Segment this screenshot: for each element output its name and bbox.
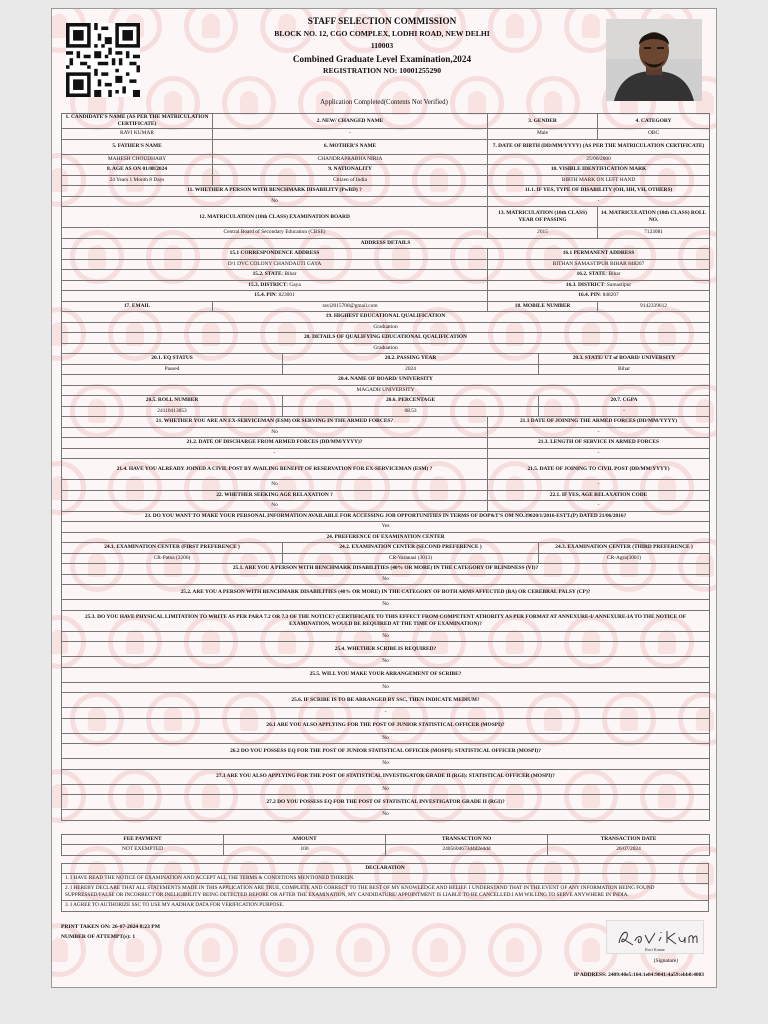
mother-name-label: 6. MOTHER'S NAME	[213, 139, 488, 154]
centre-first-value: CR-Patna (3206)	[62, 553, 283, 564]
correspondence-address-value: D/1 DVC COLONY CHANDAUTI GAYA	[62, 259, 488, 270]
fee-payment-value: NOT EXEMPTED	[62, 845, 224, 856]
form-header	[52, 9, 716, 95]
own-scribe-question: 25.5. WILL YOU MAKE YOUR ARRANGEMENT OF SCRIBE?	[62, 667, 710, 682]
roll-number-label: 20.5. ROLL NUMBER	[62, 396, 283, 407]
permanent-district: 16.3. DISTRICT: Samastipur	[488, 280, 710, 291]
age-value: 24 Years 1 Month 8 Days	[62, 175, 213, 186]
si-apply-question: 27.1 ARE YOU ALSO APPLYING FOR THE POST OF STATISTICAL INVESTIGATOR GRADE II (RGI): STATISTICAL OFFICER (MOSPI)?	[62, 769, 710, 784]
si-apply-answer: No	[62, 784, 710, 795]
disability-type-value: -	[488, 196, 710, 207]
board-state-value: Bihar	[539, 364, 710, 375]
mobile-label: 18. MOBILE NUMBER	[488, 301, 598, 312]
matric-board-value: Central Board of Secondary Education (CBSE)	[62, 228, 488, 239]
email-value: ravi2015708@gmail.com	[213, 301, 488, 312]
matric-year-label: 13. MATRICULATION (10th CLASS) YEAR OF PASSING	[488, 207, 598, 228]
jso-eq-answer: No	[62, 759, 710, 770]
candidate-name-value: RAVI KUMAR	[62, 129, 213, 140]
highest-qualification-label: 19. HIGHEST EDUCATIONAL QUALIFICATION	[62, 312, 710, 323]
correspondence-state: 15.2. STATE: Bihar	[62, 270, 488, 281]
transaction-date-value: 26/07/2024	[548, 845, 710, 856]
age-relaxation-value: No	[62, 501, 488, 512]
fee-payment-label: FEE PAYMENT	[62, 834, 224, 845]
nationality-label: 9. NATIONALITY	[213, 165, 488, 176]
form-footer	[52, 920, 716, 976]
ex-serviceman-label: 21. WHETHER YOU ARE AN EX-SERVICEMAN (ESM) OR SERVING IN THE ARMED FORCES?	[62, 417, 488, 428]
declaration-title: DECLARATION	[62, 863, 709, 873]
nationality-value: Citizen of India	[213, 175, 488, 186]
gender-label: 3. GENDER	[488, 114, 598, 129]
transaction-no-value: 240560d673d4d2eddd	[386, 845, 548, 856]
declaration-item-2: 2. I HEREBY DECLARE THAT ALL STATEMENTS MADE IN THIS APPLICATION ARE TRUE, COMPLETE AND CORRECT TO THE BEST OF MY KNOWLEDGE AND BELIEF. I UNDERSTAND THAT IN THE EVENT OF ANY INFORMATION BEING FOUND SUPPRESSED/FALSE OR INCORRECT OR INELIGIBILITY BEING DETECTED BEFORE OR AFTER THE EXAMINATION, MY CANDIDATURE/ APPOINTMENT IS LIABLE TO BE CANCELLED.I AM WILLING TO SERVE ANYWHERE IN INDIA.	[62, 883, 709, 900]
signature-text: Ravi Kumar	[645, 946, 665, 952]
signature-caption: (Signature)	[653, 957, 678, 964]
mobile-value: 9142339612	[598, 301, 710, 312]
age-relaxation-label: 22. WHETHER SEEKING AGE RELAXATION ?	[62, 490, 488, 501]
civil-joining-label: 21.5. DATE OF JOINING TO CIVIL POST (DD/MM/YYYY)	[488, 459, 710, 480]
eq-status-value: Passed	[62, 364, 283, 375]
board-state-label: 20.3. STATE/ UT of BOARD/ UNIVERSITY	[539, 354, 710, 365]
changed-name-label: 2. NEW/ CHANGED NAME	[213, 114, 488, 129]
si-eq-question: 27.2 DO YOU POSSESS EQ FOR THE POST OF STATISTICAL INVESTIGATOR GRADE II (RGI)?	[62, 795, 710, 810]
percentage-value: 68.53	[283, 406, 539, 417]
amount-label: AMOUNT	[224, 834, 386, 845]
ip-address: IP ADDRESS: 2409:40e5:164:1e84:9041:4a59:ebb0:4083	[573, 971, 704, 978]
service-length-value: -	[488, 448, 710, 459]
personal-info-consent-value: Yes	[62, 522, 710, 533]
header-text-block	[222, 15, 542, 78]
permanent-pin: 16.4. PIN: 848207	[488, 291, 710, 302]
eq-status-label: 20.1. EQ STATUS	[62, 354, 283, 365]
father-name-value: MAHESH CHOUDHARY	[62, 154, 213, 165]
qr-code-icon	[66, 23, 140, 97]
candidate-photo	[606, 19, 702, 101]
dob-label: 7. DATE OF BIRTH (DD/MM/YYYY) (AS PER THE MATRICULATION CERTIFICATE)	[488, 139, 710, 154]
matric-board-label: 12. MATRICULATION (10th CLASS) EXAMINATION BOARD	[62, 207, 488, 228]
centre-third-value: CR-Agra(3001)	[539, 553, 710, 564]
relaxation-code-label: 22.1. IF YES, AGE RELAXATION CODE	[488, 490, 710, 501]
roll-number-value: 24110413053	[62, 406, 283, 417]
university-label: 20.4. NAME OF BOARD/ UNIVERSITY	[62, 375, 710, 386]
qualifying-details-label: 20. DETAILS OF QUALIFYING EDUCATIONAL QUALIFICATION	[62, 333, 710, 344]
pwbd-label: 11. WHETHER A PERSON WITH BENCHMARK DISABILITY (PwBD) ?	[62, 186, 488, 197]
cgpa-label: 20.7. CGPA	[539, 396, 710, 407]
age-label: 8. AGE AS ON 01/08/2024	[62, 165, 213, 176]
centre-preference-heading: 24. PREFERENCE OF EXAMINATION CENTER	[62, 532, 710, 543]
declaration-item-1: 1. I HAVE READ THE NOTICE OF EXAMINATION AND ACCEPT ALL THE TERMS & CONDITIONS MENTIONED THEREIN.	[62, 873, 709, 883]
civil-joining-value: -	[488, 480, 710, 491]
mother-name-value: CHANDRAPRABHA NIRJA	[213, 154, 488, 165]
print-taken-on: PRINT TAKEN ON: 26-07-2024 8:23 PM	[61, 923, 160, 930]
candidate-name-label: 1. CANDIDATE'S NAME (AS PER THE MATRICULATION CERTIFICATE)	[62, 114, 213, 129]
writing-limitation-answer: No	[62, 631, 710, 642]
qualifying-details-value: Graduation	[62, 343, 710, 354]
blindness-answer: No	[62, 574, 710, 585]
correspondence-pin: 15.4. PIN: 823001	[62, 291, 488, 302]
civil-post-value: No	[62, 480, 488, 491]
declaration-item-3: 3. I AGREE TO AUTHORIZE SSC TO USE MY AADHAR DATA FOR VERIFICATION PURPOSE.	[62, 901, 709, 911]
armed-joining-label: 21.1 DATE OF JOINING THE ARMED FORCES (DD/MM/YYYY)	[488, 417, 710, 428]
civil-post-label: 21.4. HAVE YOU ALREADY JOINED A CIVIL POST BY AVAILING BENEFIT OF RESERVATION FOR EX-SERVICEMAN (ESM) ?	[62, 459, 488, 480]
writing-limitation-question: 25.3. DO YOU HAVE PHYSICAL LIMITATION TO WRITE AS PER PARA 7.2 OR 7.3 OF THE NOTICE? (CERTIFICATE TO THIS EFFECT FROM COMPETENT ATHORITY AS PER FORMAT AT ANNEXURE-I/ ANNEXURE-IA TO THE NOTICE OF EXAMINATION, WOULD BE REQUIRED AT THE TIME OF EXAMINATION)?	[62, 610, 710, 631]
identification-mark-label: 10. VISIBLE IDENTIFICATION MARK	[488, 165, 710, 176]
changed-name-value: -	[213, 129, 488, 140]
dob-value: 25/06/2000	[488, 154, 710, 165]
si-eq-answer: No	[62, 810, 710, 821]
arms-cp-answer: No	[62, 600, 710, 611]
jso-apply-answer: No	[62, 733, 710, 744]
personal-info-consent-label: 23. DO YOU WANT TO MAKE YOUR PERSONAL INFORMATION AVAILABLE FOR ACCESSING JOB OPPORTUNITIES IN TERMS OF DOP&T'S OM NO.39020/1/2016-ESTT.(P) DATED 21/06/2016?	[62, 511, 710, 522]
centre-first-label: 24.1. EXAMINATION CENTER (FIRST PREFERENCE )	[62, 543, 283, 554]
permanent-address-value: BITHAN SAMASTIPUR BIHAR 848207	[488, 259, 710, 270]
scribe-medium-answer: -	[62, 708, 710, 719]
relaxation-code-value: -	[488, 501, 710, 512]
correspondence-address-label: 15.1 CORRESPONDENCE ADDRESS	[62, 249, 488, 260]
service-length-label: 21.3. LENGTH OF SERVICE IN ARMED FORCES	[488, 438, 710, 449]
signature-image	[606, 920, 704, 954]
transaction-date-label: TRANSACTION DATE	[548, 834, 710, 845]
cgpa-value: -	[539, 406, 710, 417]
passing-year-value: 2024	[283, 364, 539, 375]
application-form-page	[51, 8, 717, 988]
category-label: 4. CATEGORY	[598, 114, 710, 129]
category-value: OBC	[598, 129, 710, 140]
email-label: 17. EMAIL	[62, 301, 213, 312]
arms-cp-question: 25.2. ARE YOU A PERSON WITH BENCHMARK DISABILITIES (40% OR MORE) IN THE CATEGORY OF BOTH ARMS AFFECTED (BA) OR CEREBRAL PALSY (CP)?	[62, 585, 710, 600]
application-status: Application Completed(Contents Not Verified)	[320, 99, 448, 106]
discharge-date-value: -	[62, 448, 488, 459]
ex-serviceman-value: No	[62, 427, 488, 438]
declaration-table	[61, 863, 709, 912]
discharge-date-label: 21.2. DATE OF DISCHARGE FROM ARMED FORCES (DD/MM/YYYY)?	[62, 438, 488, 449]
jso-apply-question: 26.1 ARE YOU ALSO APPLYING FOR THE POST OF JUNIOR STATISTICAL OFFICER (MOSPI)?	[62, 718, 710, 733]
payment-table	[61, 834, 710, 856]
org-address: BLOCK NO. 12, CGO COMPLEX, LODHI ROAD, NEW DELHI	[274, 28, 490, 38]
transaction-no-label: TRANSACTION NO	[386, 834, 548, 845]
matric-year-value: 2015	[488, 228, 598, 239]
jso-eq-question: 26.2 DO YOU POSSESS EQ FOR THE POST OF JUNIOR STATISTICAL OFFICER (MOSPI): STATISTICAL OFFICER (MOSPI)?	[62, 744, 710, 759]
matric-roll-label: 14. MATRICULATION (10th CLASS) ROLL NO.	[598, 207, 710, 228]
address-details-heading: ADDRESS DETAILS	[62, 238, 710, 249]
attempt-count: NUMBER OF ATTEMPT(s): 1	[61, 933, 136, 940]
scribe-medium-question: 25.6. IF SCRIBE IS TO BE ARRANGED BY SSC, THEN INDICATE MEDIUM?	[62, 693, 710, 708]
permanent-address-label: 16.1 PERMANENT ADDRESS	[488, 249, 710, 260]
gender-value: Male	[488, 129, 598, 140]
centre-third-label: 24.3. EXAMINATION CENTER (THIRD PREFERENCE )	[539, 543, 710, 554]
armed-joining-value: -	[488, 427, 710, 438]
university-value: MAGADH UNIVERSITY	[62, 385, 710, 396]
own-scribe-answer: No	[62, 682, 710, 693]
amount-value: 100	[224, 845, 386, 856]
centre-second-label: 24.2. EXAMINATION CENTER (SECOND PREFERENCE )	[283, 543, 539, 554]
registration-number: REGISTRATION NO: 10001255290	[323, 66, 441, 76]
org-pin: 110003	[370, 41, 394, 51]
scribe-required-answer: No	[62, 657, 710, 668]
matric-roll-value: 7123081	[598, 228, 710, 239]
centre-second-value: CR-Varanasi (3013)	[283, 553, 539, 564]
pwbd-value: No	[62, 196, 488, 207]
blindness-question: 25.1. ARE YOU A PERSON WITH BENCHMARK DISABILITIES (40% OR MORE) IN THE CATEGORY OF BLINDNESS (VI)?	[62, 564, 710, 575]
print-info	[61, 922, 160, 942]
permanent-state: 16.2. STATE: Bihar	[488, 270, 710, 281]
father-name-label: 5. FATHER'S NAME	[62, 139, 213, 154]
exam-title: Combined Graduate Level Examination,2024	[292, 53, 472, 64]
disability-type-label: 11.1. IF YES, TYPE OF DISABILITY (OH, HH, VH, OTHERS)	[488, 186, 710, 197]
identification-mark-value: BIRTH MARK ON LEFT HAND	[488, 175, 710, 186]
application-details-table	[61, 113, 710, 821]
percentage-label: 20.6. PERCENTAGE	[283, 396, 539, 407]
passing-year-label: 20.2. PASSING YEAR	[283, 354, 539, 365]
scribe-required-question: 25.4. WHETHER SCRIBE IS REQUIRED?	[62, 642, 710, 657]
highest-qualification-value: Graduation	[62, 322, 710, 333]
org-name: STAFF SELECTION COMMISSION	[307, 16, 457, 26]
correspondence-district: 15.3. DISTRICT: Gaya	[62, 280, 488, 291]
